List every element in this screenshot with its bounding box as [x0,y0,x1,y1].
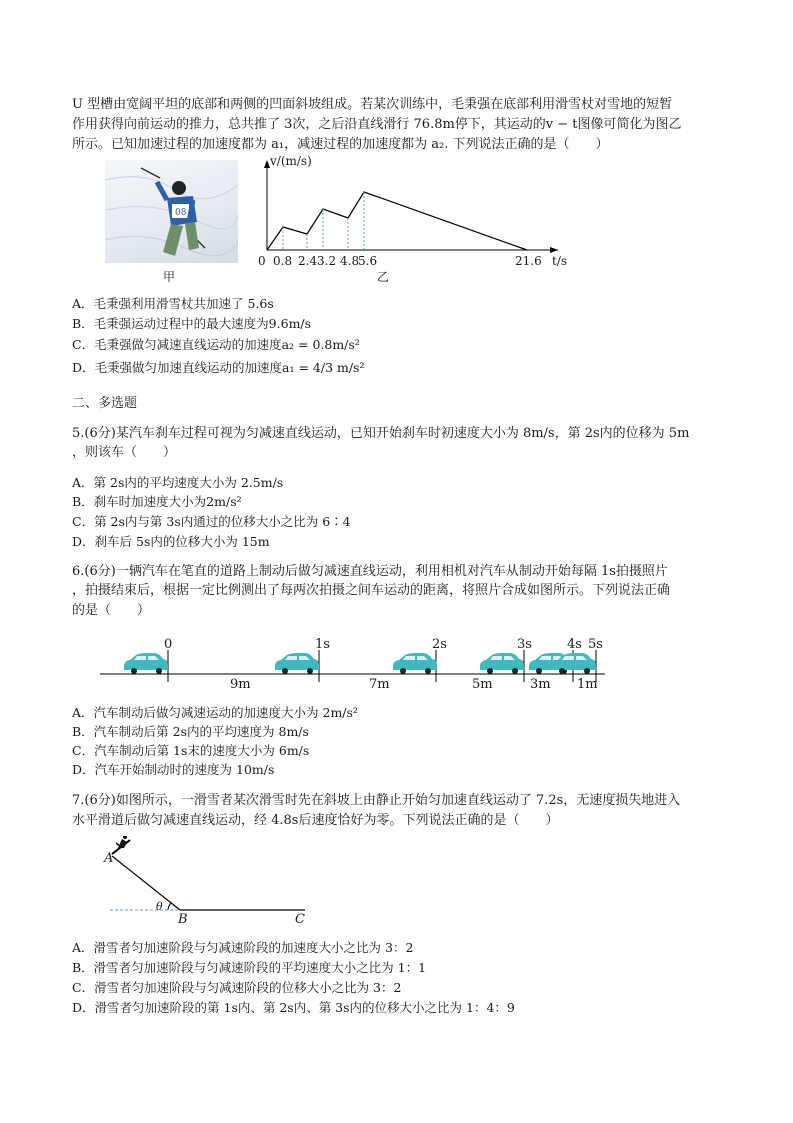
q6-stem-line-3: 的是（ ） [72,603,151,618]
q5-option-b[interactable]: B．刹车时加速度大小为2m/s² [72,494,242,509]
skier-illustration [105,160,238,263]
time-label-0: 0 [164,637,173,652]
q5-stem-line-1: 5.(6分)某汽车刹车过程可视为匀减速直线运动，已知开始刹车时初速度大小为 8m/s，第 2s内的位移为 5m [72,426,690,441]
q6-option-b[interactable]: B．汽车制动后第 2s内的平均速度为 8m/s [72,724,309,739]
q5-stem-line-2: ，则该车（ ） [72,445,177,460]
q7-option-b[interactable]: B．滑雪者匀加速阶段与匀减速阶段的平均速度大小之比为 1：1 [72,960,427,975]
t-axis-arrow [550,247,558,253]
q6-stem-line-2: ，拍摄结束后，根据一定比例测出了每两次拍摄之间车运动的距离，将照片合成如图所示。下列说法正确 [72,583,671,598]
origin-label: 0 [258,254,266,268]
q4-option-c[interactable]: C．毛秉强做匀减速直线运动的加速度a₂ = 0.8m/s² [72,337,360,352]
slope-ab [112,856,180,910]
q7-stem-line-1: 7.(6分)如图所示，一滑雪者某次滑雪时先在斜坡上由静止开始匀加速直线运动了 7.2s，无速度损失地进入 [72,793,681,808]
time-label-1s: 1s [315,637,330,652]
tick-label: 2.4 [298,254,318,268]
q7-option-a[interactable]: A．滑雪者匀加速阶段与匀减速阶段的加速度大小之比为 3：2 [72,940,414,955]
q4-stem-line-3: 所示。已知加速过程的加速度都为 a₁，减速过程的加速度都为 a₂. 下列说法正确的是（ ） [72,137,609,152]
photo-caption-jia: 甲 [163,270,176,284]
q4-stem-line-1: U 型槽由宽阔平坦的底部和两侧的凹面斜坡组成。若某次训练中，毛秉强在底部利用滑雪杖对雪地的短暂 [72,97,673,112]
snowboarder-icon [112,836,130,854]
time-label-5s: 5s [588,637,603,652]
car-icon [480,653,524,674]
angle-arc [168,903,171,910]
distance-label-1m: 1m [577,677,598,692]
q5-option-d[interactable]: D．刹车后 5s内的位移大小为 15m [72,534,270,549]
point-a-label: A [104,851,114,866]
tick-label: 3.2 [317,254,337,268]
distance-label-7m: 7m [369,677,390,692]
t-axis-label: t/s [552,254,568,268]
q4-option-d[interactable]: D．毛秉强做匀加速直线运动的加速度a₁ = 4/3 m/s² [72,360,365,375]
tick-label: 5.6 [358,254,378,268]
distance-label-3m: 3m [530,677,551,692]
distance-label-9m: 9m [230,677,251,692]
tick-label: 0.8 [273,254,293,268]
section-title: 二、多选题 [72,396,138,411]
skier-photo [105,160,238,263]
vt-curve [267,192,527,250]
q5-option-c[interactable]: C．第 2s内与第 3s内通过的位移大小之比为 6∶4 [72,514,351,529]
car-icon [393,653,437,674]
q6-option-a[interactable]: A．汽车制动后做匀减速运动的加速度大小为 2m/s² [72,705,358,720]
vt-graph [252,152,582,270]
q4-option-a[interactable]: A．毛秉强利用滑雪杖共加速了 5.6s [72,296,274,311]
tick-label: 4.8 [340,254,360,268]
graph-caption-yi: 乙 [377,270,390,284]
tick-label: 21.6 [515,254,542,268]
q7-option-c[interactable]: C．滑雪者匀加速阶段与匀减速阶段的位移大小之比为 3：2 [72,980,402,995]
q4-stem-line-2: 作用获得向前运动的推力，总共推了 3次，之后沿直线滑行 76.8m停下，其运动的v − t图像可简化为图乙 [72,117,682,132]
distance-label-5m: 5m [472,677,493,692]
angle-theta-label: θ [156,900,163,913]
time-label-3s: 3s [517,637,532,652]
q6-stem-line-1: 6.(6分)一辆汽车在笔直的道路上制动后做匀减速直线运动，利用相机对汽车从制动开始每隔 1s拍摄照片 [72,564,668,579]
time-label-4s: 4s [567,637,582,652]
v-axis-label: v/(m/s) [270,154,312,168]
q7-stem-line-2: 水平滑道后做匀减速直线运动，经 4.8s后速度恰好为零。下列说法正确的是（ ） [72,813,559,828]
car-icon [275,653,319,674]
slope-diagram [100,836,315,931]
point-b-label: B [178,912,188,927]
q4-option-b[interactable]: B．毛秉强运动过程中的最大速度为9.6m/s [72,316,312,331]
q6-option-d[interactable]: D．汽车开始制动时的速度为 10m/s [72,762,275,777]
time-label-2s: 2s [432,637,447,652]
q5-option-a[interactable]: A．第 2s内的平均速度大小为 2.5m/s [72,475,284,490]
point-c-label: C [295,912,305,927]
q7-option-d[interactable]: D．滑雪者匀加速阶段的第 1s内、第 2s内、第 3s内的位移大小之比为 1：4：9 [72,1000,515,1015]
q6-option-c[interactable]: C．汽车制动后第 1s末的速度大小为 6m/s [72,743,310,758]
car-icon [124,653,168,674]
svg-text:08: 08 [175,208,187,218]
